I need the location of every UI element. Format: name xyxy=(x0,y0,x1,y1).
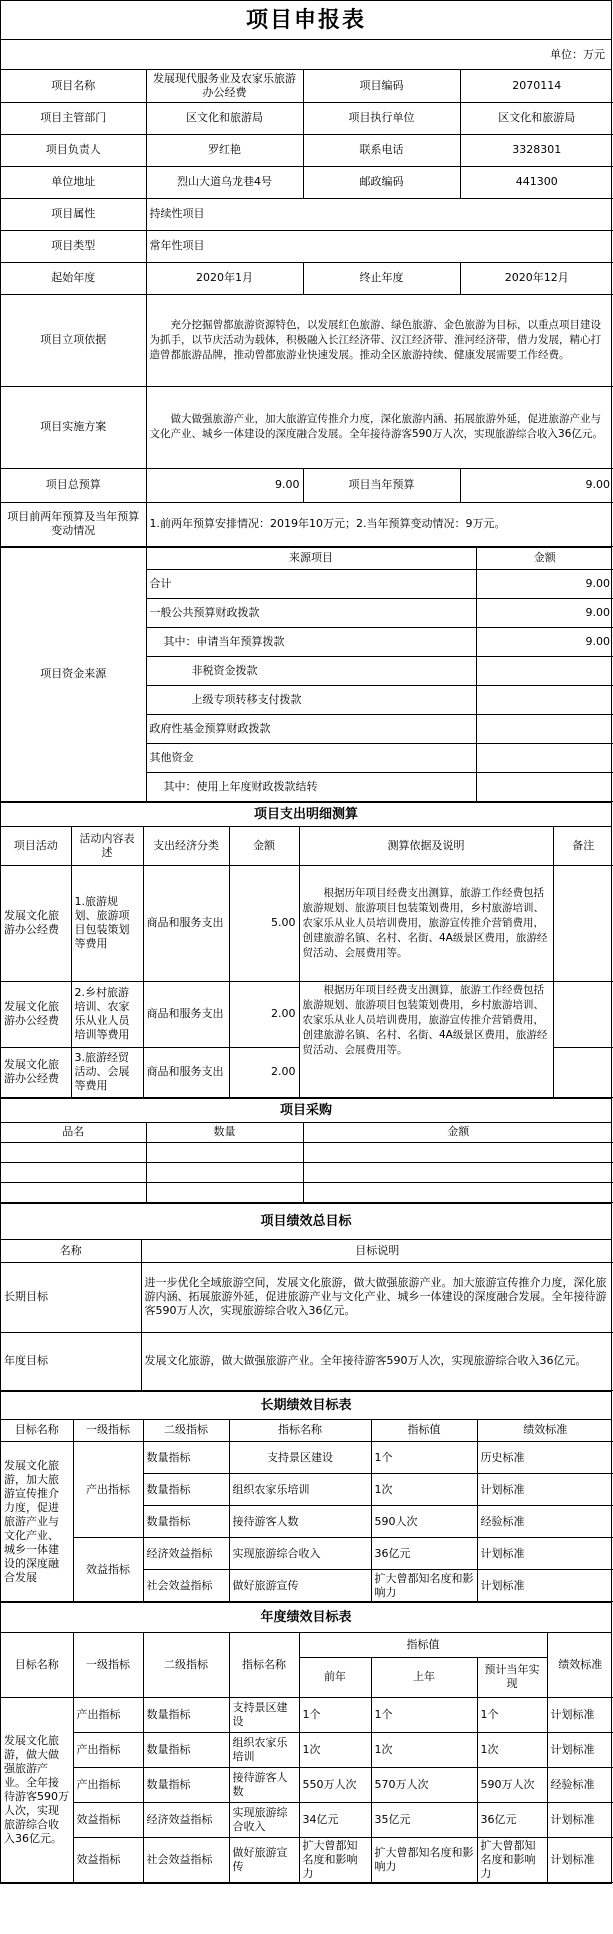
type-label: 项目类型 xyxy=(1,230,146,262)
lt-value: 590人次 xyxy=(371,1506,477,1538)
an-y3: 扩大曾都知名度和影响力 xyxy=(477,1837,547,1882)
detail-col-basis: 测算依据及说明 xyxy=(299,827,553,865)
funding-row-total: 合计 xyxy=(146,570,476,599)
addr-label: 单位地址 xyxy=(1,166,146,198)
detail-section xyxy=(0,827,612,1099)
procure-cell xyxy=(1,1143,146,1163)
funding-row-nontax: 非税资金拨款 xyxy=(146,657,476,686)
detail-row-class: 商品和服务支出 xyxy=(143,981,229,1047)
funding-section xyxy=(0,548,612,804)
code-label: 项目编码 xyxy=(303,70,460,102)
prev-text: 1.前两年预算安排情况：2019年10万元；2.当年预算变动情况：9万元。 xyxy=(146,502,613,546)
lt-name: 做好旅游宣传 xyxy=(229,1570,371,1602)
lt-col-l2: 二级指标 xyxy=(143,1420,229,1442)
lt-value: 1个 xyxy=(371,1442,477,1474)
an-name: 实现旅游综合收入 xyxy=(229,1802,299,1837)
annual-heading: 年度绩效目标表 xyxy=(0,1603,612,1633)
funding-amount-other xyxy=(476,744,613,773)
an-name: 支持景区建设 xyxy=(229,1697,299,1732)
lt-col-std: 绩效标准 xyxy=(477,1420,613,1442)
longterm-section xyxy=(0,1420,612,1604)
perf-long-text: 进一步优化全域旅游空间，发展文化旅游，做大做强旅游产业。加大旅游宣传推介力度，深化旅游内涵、拓展旅游外延，促进旅游产业与文化产业、城乡一体建设的深度融合发展。全年接待游客590万人次，实现旅游综合收入36亿元。 xyxy=(141,1262,613,1332)
an-y3: 36亿元 xyxy=(477,1802,547,1837)
lt-l1-benefit: 效益指标 xyxy=(73,1538,143,1602)
an-l2: 数量指标 xyxy=(143,1767,229,1802)
basis-label: 项目立项依据 xyxy=(1,294,146,386)
an-col-std: 绩效标准 xyxy=(547,1633,613,1697)
an-col-y3: 预计当年实现 xyxy=(477,1657,547,1697)
funding-amount-carryover xyxy=(476,773,613,802)
an-col-target: 目标名称 xyxy=(1,1633,73,1697)
procure-col-qty: 数量 xyxy=(146,1123,303,1143)
procure-cell xyxy=(146,1163,303,1183)
funding-row-fund: 政府性基金预算财政拨款 xyxy=(146,715,476,744)
procure-cell xyxy=(1,1163,146,1183)
attr-value: 持续性项目 xyxy=(146,198,613,230)
curbudget-label: 项目当年预算 xyxy=(303,468,460,502)
attr-label: 项目属性 xyxy=(1,198,146,230)
lt-std: 经验标准 xyxy=(477,1506,613,1538)
dept-label: 项目主管部门 xyxy=(1,102,146,134)
an-target: 发展文化旅游，做大做强旅游产业。全年接待游客590万人次，实现旅游综合收入36亿元。 xyxy=(1,1697,73,1882)
an-y3: 590万人次 xyxy=(477,1767,547,1802)
an-l2: 数量指标 xyxy=(143,1697,229,1732)
start-label: 起始年度 xyxy=(1,262,146,294)
lt-col-l1: 一级指标 xyxy=(73,1420,143,1442)
page-title: 项目申报表 xyxy=(0,0,612,40)
detail-row-content: 3.旅游经贸活动、会展等费用 xyxy=(71,1047,143,1097)
an-y3: 1次 xyxy=(477,1732,547,1767)
budget-value: 9.00 xyxy=(146,468,303,502)
zip-value: 441300 xyxy=(460,166,613,198)
detail-row-basis: 根据历年项目经费支出测算，旅游工作经费包括旅游规划、旅游项目包装策划费用，乡村旅游培训、农家乐从业人员培训费用，旅游宣传推介营销费用，创建旅游名镇、名村、名街、4A级景区费用，旅游经贸活动、会展费用等。 xyxy=(299,865,553,981)
detail-col-note: 备注 xyxy=(553,827,613,865)
procure-cell xyxy=(146,1143,303,1163)
code-value: 2070114 xyxy=(460,70,613,102)
detail-row-activity: 发展文化旅游办公经费 xyxy=(1,1047,71,1097)
detail-row-class: 商品和服务支出 xyxy=(143,865,229,981)
lt-name: 支持景区建设 xyxy=(229,1442,371,1474)
prev-label: 项目前两年预算及当年预算变动情况 xyxy=(1,502,146,546)
name-value: 发展现代服务业及农家乐旅游办公经费 xyxy=(146,70,303,102)
curbudget-value: 9.00 xyxy=(460,468,613,502)
an-y2: 35亿元 xyxy=(371,1802,477,1837)
procure-cell xyxy=(146,1183,303,1203)
an-y1: 550万人次 xyxy=(299,1767,371,1802)
lt-std: 计划标准 xyxy=(477,1570,613,1602)
an-std: 经验标准 xyxy=(547,1767,613,1802)
lt-name: 组织农家乐培训 xyxy=(229,1474,371,1506)
lt-value: 扩大曾都知名度和影响力 xyxy=(371,1570,477,1602)
funding-row-other: 其他资金 xyxy=(146,744,476,773)
annual-section xyxy=(0,1633,612,1884)
lt-l2: 数量指标 xyxy=(143,1474,229,1506)
name-label: 项目名称 xyxy=(1,70,146,102)
procure-cell xyxy=(303,1183,613,1203)
an-l1: 产出指标 xyxy=(73,1767,143,1802)
detail-row-note xyxy=(553,865,613,981)
an-std: 计划标准 xyxy=(547,1802,613,1837)
detail-row-class: 商品和服务支出 xyxy=(143,1047,229,1097)
detail-row-activity: 发展文化旅游办公经费 xyxy=(1,865,71,981)
detail-col-activity: 项目活动 xyxy=(1,827,71,865)
dept-value: 区文化和旅游局 xyxy=(146,102,303,134)
an-name: 做好旅游宣传 xyxy=(229,1837,299,1882)
lt-value: 1次 xyxy=(371,1474,477,1506)
an-y3: 1个 xyxy=(477,1697,547,1732)
funding-label: 项目资金来源 xyxy=(1,548,146,802)
funding-amount-current: 9.00 xyxy=(476,628,613,657)
end-value: 2020年12月 xyxy=(460,262,613,294)
an-y2: 扩大曾都知名度和影响力 xyxy=(371,1837,477,1882)
detail-row-amount: 2.00 xyxy=(229,981,299,1047)
detail-row-amount: 2.00 xyxy=(229,1047,299,1097)
perf-year-label: 年度目标 xyxy=(1,1332,141,1390)
perf-heading: 项目绩效总目标 xyxy=(0,1204,612,1240)
funding-row-carryover: 其中：使用上年度财政拨款结转 xyxy=(146,773,476,802)
lt-l2: 数量指标 xyxy=(143,1506,229,1538)
detail-col-class: 支出经济分类 xyxy=(143,827,229,865)
procure-col-name: 品名 xyxy=(1,1123,146,1143)
start-value: 2020年1月 xyxy=(146,262,303,294)
funding-col-source: 来源项目 xyxy=(146,548,476,570)
lt-std: 计划标准 xyxy=(477,1538,613,1570)
funding-amount-total: 9.00 xyxy=(476,570,613,599)
addr-value: 烈山大道乌龙巷4号 xyxy=(146,166,303,198)
zip-label: 邮政编码 xyxy=(303,166,460,198)
plan-text: 做大做强旅游产业，加大旅游宣传推介力度，深化旅游内涵、拓展旅游外延，促进旅游产业与文化产业、城乡一体建设的深度融合发展。全年接待游客590万人次，实现旅游综合收入36亿元。 xyxy=(146,386,613,468)
perf-section xyxy=(0,1240,612,1392)
lt-target: 发展文化旅游，加大旅游宣传推介力度，促进旅游产业与文化产业、城乡一体建设的深度融合发展 xyxy=(1,1442,73,1602)
unit-label: 单位：万元 xyxy=(0,40,612,70)
lt-col-value: 指标值 xyxy=(371,1420,477,1442)
detail-col-content: 活动内容表述 xyxy=(71,827,143,865)
budget-label: 项目总预算 xyxy=(1,468,146,502)
lt-name: 接待游客人数 xyxy=(229,1506,371,1538)
lt-col-name: 指标名称 xyxy=(229,1420,371,1442)
an-y1: 1个 xyxy=(299,1697,371,1732)
funding-amount-fund xyxy=(476,715,613,744)
exec-value: 区文化和旅游局 xyxy=(460,102,613,134)
an-l2: 数量指标 xyxy=(143,1732,229,1767)
perf-long-label: 长期目标 xyxy=(1,1262,141,1332)
an-l2: 社会效益指标 xyxy=(143,1837,229,1882)
an-y2: 1个 xyxy=(371,1697,477,1732)
an-name: 接待游客人数 xyxy=(229,1767,299,1802)
an-y1: 扩大曾都知名度和影响力 xyxy=(299,1837,371,1882)
an-col-value: 指标值 xyxy=(299,1633,547,1657)
an-y1: 34亿元 xyxy=(299,1802,371,1837)
leader-label: 项目负责人 xyxy=(1,134,146,166)
an-name: 组织农家乐培训 xyxy=(229,1732,299,1767)
procure-cell xyxy=(303,1163,613,1183)
lt-l2: 社会效益指标 xyxy=(143,1570,229,1602)
lt-value: 36亿元 xyxy=(371,1538,477,1570)
lt-col-target: 目标名称 xyxy=(1,1420,73,1442)
funding-amount-nontax xyxy=(476,657,613,686)
detail-row-note xyxy=(553,1047,613,1097)
basic-info-section xyxy=(0,70,612,548)
detail-row-activity: 发展文化旅游办公经费 xyxy=(1,981,71,1047)
phone-label: 联系电话 xyxy=(303,134,460,166)
lt-std: 计划标准 xyxy=(477,1474,613,1506)
detail-row-content: 2.乡村旅游培训、农家乐从业人员培训等费用 xyxy=(71,981,143,1047)
leader-value: 罗红艳 xyxy=(146,134,303,166)
lt-name: 实现旅游综合收入 xyxy=(229,1538,371,1570)
procure-section xyxy=(0,1123,612,1205)
funding-row-transfer: 上级专项转移支付拨款 xyxy=(146,686,476,715)
an-y1: 1次 xyxy=(299,1732,371,1767)
detail-row-content: 1.旅游规划、旅游项目包装策划等费用 xyxy=(71,865,143,981)
lt-l2: 经济效益指标 xyxy=(143,1538,229,1570)
plan-label: 项目实施方案 xyxy=(1,386,146,468)
detail-col-amount: 金额 xyxy=(229,827,299,865)
type-value: 常年性项目 xyxy=(146,230,613,262)
an-l1: 效益指标 xyxy=(73,1837,143,1882)
funding-amount-general: 9.00 xyxy=(476,599,613,628)
perf-year-text: 发展文化旅游，做大做强旅游产业。全年接待游客590万人次，实现旅游综合收入36亿元。 xyxy=(141,1332,613,1390)
procure-col-amount: 金额 xyxy=(303,1123,613,1143)
an-l1: 产出指标 xyxy=(73,1732,143,1767)
procure-cell xyxy=(303,1143,613,1163)
procure-cell xyxy=(1,1183,146,1203)
funding-row-general: 一般公共预算财政拨款 xyxy=(146,599,476,628)
longterm-heading: 长期绩效目标表 xyxy=(0,1392,612,1420)
an-col-l2: 二级指标 xyxy=(143,1633,229,1697)
an-l2: 经济效益指标 xyxy=(143,1802,229,1837)
detail-heading: 项目支出明细测算 xyxy=(0,803,612,827)
an-col-y2: 上年 xyxy=(371,1657,477,1697)
phone-value: 3328301 xyxy=(460,134,613,166)
basis-text: 充分挖掘曾都旅游资源特色，以发展红色旅游、绿色旅游、金色旅游为目标，以重点项目建设为抓手，以节庆活动为载体，积极融入长江经济带、汉江经济带、淮河经济带，借力发展，精心打造曾都旅游品牌，推动曾都旅游业快速发展。推动全区旅游持续、健康发展需要工作经费。 xyxy=(146,294,613,386)
detail-row-note xyxy=(553,981,613,1047)
perf-col-desc: 目标说明 xyxy=(141,1240,613,1262)
an-l1: 效益指标 xyxy=(73,1802,143,1837)
an-std: 计划标准 xyxy=(547,1837,613,1882)
an-l1: 产出指标 xyxy=(73,1697,143,1732)
an-col-y1: 前年 xyxy=(299,1657,371,1697)
perf-col-name: 名称 xyxy=(1,1240,141,1262)
procure-heading: 项目采购 xyxy=(0,1099,612,1123)
funding-col-amount: 金额 xyxy=(476,548,613,570)
funding-row-current: 其中：申请当年预算拨款 xyxy=(146,628,476,657)
lt-l2: 数量指标 xyxy=(143,1442,229,1474)
end-label: 终止年度 xyxy=(303,262,460,294)
an-std: 计划标准 xyxy=(547,1732,613,1767)
an-col-name: 指标名称 xyxy=(229,1633,299,1697)
an-std: 计划标准 xyxy=(547,1697,613,1732)
lt-l1-output: 产出指标 xyxy=(73,1442,143,1538)
exec-label: 项目执行单位 xyxy=(303,102,460,134)
an-y2: 570万人次 xyxy=(371,1767,477,1802)
an-y2: 1次 xyxy=(371,1732,477,1767)
detail-row-amount: 5.00 xyxy=(229,865,299,981)
lt-std: 历史标准 xyxy=(477,1442,613,1474)
an-col-l1: 一级指标 xyxy=(73,1633,143,1697)
detail-row-basis: 根据历年项目经费支出测算，旅游工作经费包括旅游规划、旅游项目包装策划费用，乡村旅游培训、农家乐从业人员培训费用，旅游宣传推介营销费用，创建旅游名镇、名村、名街、4A级景区费用，旅游经贸活动、会展费用等。 xyxy=(299,981,553,1097)
funding-amount-transfer xyxy=(476,686,613,715)
